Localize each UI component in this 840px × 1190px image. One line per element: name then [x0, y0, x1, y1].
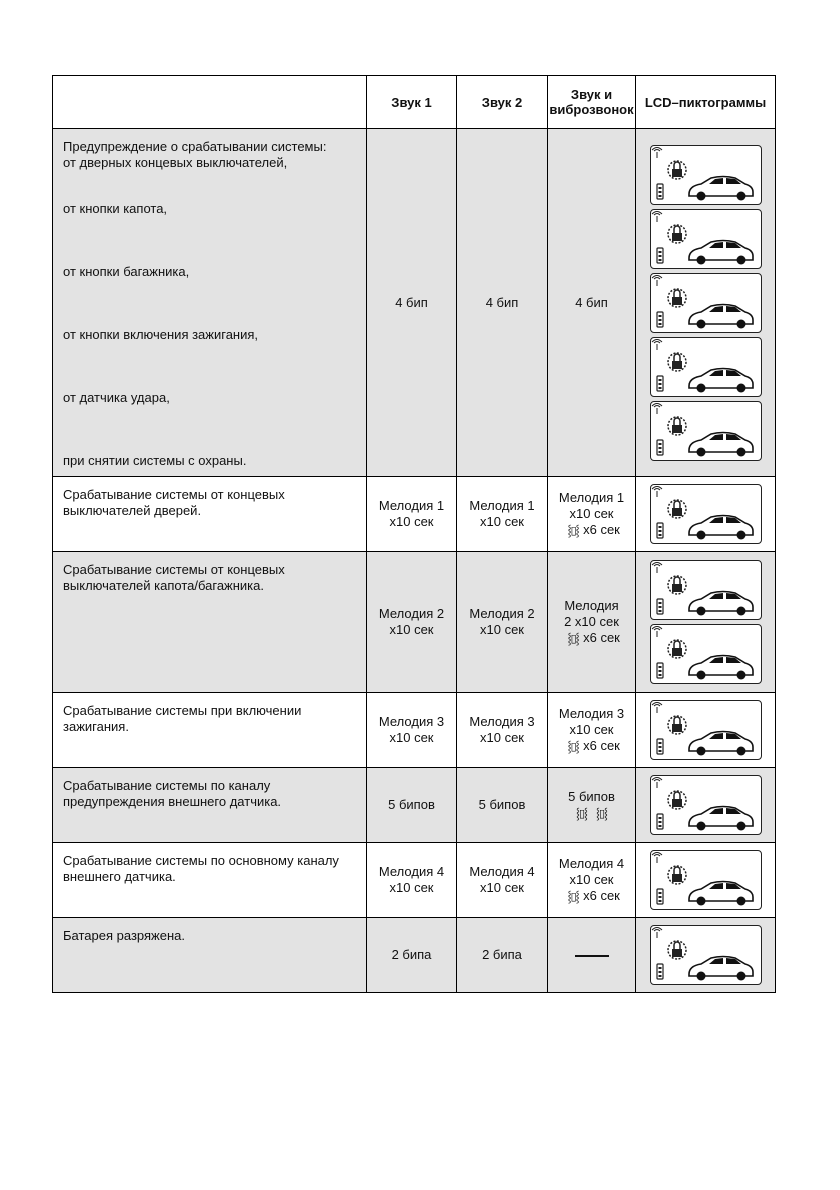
sound1-text: Мелодия 2	[378, 606, 445, 621]
antenna-icon	[652, 703, 662, 714]
sv-text: Мелодия 4	[558, 855, 625, 871]
lock-icon	[668, 500, 686, 518]
sound2-duration: x10 сек	[480, 880, 524, 895]
sound-vibro-cell	[548, 843, 636, 918]
sound1-cell: 5 бипов	[367, 768, 457, 843]
vibration-icon: ⸾▯⸾	[567, 524, 579, 537]
antenna-icon	[652, 487, 662, 498]
lcd-pictogram-icon	[650, 145, 762, 205]
sound2-text: Мелодия 2	[469, 606, 535, 621]
battery-icon	[657, 964, 663, 979]
row-description: Батарея разряжена.	[53, 918, 367, 993]
row-description: Срабатывание системы от концевых выключателей дверей.	[53, 477, 367, 552]
sound1-duration: x10 сек	[389, 514, 434, 529]
antenna-icon	[652, 211, 662, 222]
car-icon	[689, 957, 753, 981]
battery-icon	[657, 184, 663, 199]
header-sound1: Звук 1	[367, 76, 457, 129]
sv-text: Мелодия 1	[558, 489, 625, 505]
header-event	[53, 76, 367, 129]
car-icon	[689, 368, 753, 392]
antenna-icon	[652, 275, 662, 286]
lock-icon	[668, 225, 686, 243]
sv-duration: x10 сек	[569, 871, 614, 887]
lcd-pictogram-icon	[650, 700, 762, 760]
vibration-icon: ⸾▯⸾	[567, 890, 579, 903]
lcd-cell	[636, 552, 776, 693]
antenna-icon	[652, 563, 662, 574]
car-icon	[689, 592, 753, 616]
header-row	[53, 76, 776, 129]
desc-line: Предупреждение о срабатывании системы:	[63, 139, 327, 154]
lcd-pictogram-icon	[650, 337, 762, 397]
header-sound-vibro-l1: Звук и	[570, 87, 613, 102]
sound1-cell: 2 бипа	[367, 918, 457, 993]
sound-vibro-cell: 4 бип	[548, 129, 636, 477]
sound2-duration: x10 сек	[480, 622, 524, 637]
header-sound2: Звук 2	[457, 76, 548, 129]
sound2-text: Мелодия 4	[469, 864, 535, 879]
desc-line: от дверных концевых выключателей,	[63, 155, 288, 170]
desc-line: от кнопки включения зажигания,	[63, 327, 259, 342]
sv-text: Мелодия 3	[558, 705, 625, 721]
lock-icon	[668, 941, 686, 959]
sound2-cell: 2 бипа	[457, 918, 548, 993]
sound1-text: Мелодия 1	[378, 498, 445, 513]
battery-icon	[657, 312, 663, 327]
table-row	[53, 918, 776, 993]
lcd-cell	[636, 918, 776, 993]
car-icon	[689, 807, 753, 831]
lcd-cell	[636, 843, 776, 918]
vibration-icon: ⸾▯⸾	[567, 632, 579, 645]
sv-duration: x10 сек	[569, 505, 614, 521]
car-icon	[689, 304, 753, 328]
sound2-cell: 5 бипов	[457, 768, 548, 843]
battery-icon	[657, 739, 663, 754]
vibro-duration: x6 сек	[583, 521, 620, 537]
sound1-text: Мелодия 4	[378, 864, 445, 879]
sound2-cell	[457, 477, 548, 552]
lcd-cell	[636, 477, 776, 552]
no-vibro-dash	[575, 955, 609, 957]
lcd-cell	[636, 768, 776, 843]
row-description: Срабатывание системы при включении зажигания.	[53, 693, 367, 768]
lcd-pictogram-icon	[650, 401, 762, 461]
table-row	[53, 693, 776, 768]
car-icon	[689, 240, 753, 264]
lcd-pictogram-icon	[650, 775, 762, 835]
antenna-icon	[652, 928, 662, 939]
lock-icon	[668, 289, 686, 307]
sound-vibro-cell	[548, 693, 636, 768]
lcd-pictogram-icon	[650, 273, 762, 333]
antenna-icon	[652, 339, 662, 350]
lock-icon	[668, 161, 686, 179]
battery-icon	[657, 889, 663, 904]
battery-icon	[657, 814, 663, 829]
sv-duration: 2 x10 сек	[564, 613, 619, 629]
antenna-icon	[652, 403, 662, 414]
desc-line: от кнопки багажника,	[63, 264, 190, 279]
alarm-signal-table	[52, 75, 776, 993]
sound1-cell	[367, 693, 457, 768]
sound-vibro-cell	[548, 477, 636, 552]
row-description: Срабатывание системы по каналу предупреждения внешнего датчика.	[53, 768, 367, 843]
sound2-cell	[457, 843, 548, 918]
lock-icon	[668, 417, 686, 435]
sound1-duration: x10 сек	[389, 622, 434, 637]
lcd-cell	[636, 693, 776, 768]
table-row	[53, 552, 776, 693]
car-icon	[689, 656, 753, 680]
car-icon	[689, 732, 753, 756]
row-description	[53, 129, 367, 477]
header-sound-vibro-l2: виброзвонок	[549, 102, 634, 117]
sound1-cell	[367, 477, 457, 552]
lock-icon	[668, 640, 686, 658]
header-lcd: LCD–пиктограммы	[636, 76, 776, 129]
sv-text: Мелодия	[564, 597, 619, 613]
antenna-icon	[652, 853, 662, 864]
sound1-duration: x10 сек	[389, 880, 434, 895]
row-description: Срабатывание системы от концевых выключателей капота/багажника.	[53, 552, 367, 693]
battery-icon	[657, 440, 663, 455]
sound1-cell: 4 бип	[367, 129, 457, 477]
lock-icon	[668, 791, 686, 809]
car-icon	[689, 882, 753, 906]
table-row	[53, 477, 776, 552]
battery-icon	[657, 248, 663, 263]
sound1-cell	[367, 552, 457, 693]
sound2-cell	[457, 693, 548, 768]
antenna-icon	[652, 147, 662, 158]
desc-line: от кнопки капота,	[63, 201, 168, 216]
vibration-icon: ⸾▯⸾	[596, 807, 607, 820]
table-row	[53, 843, 776, 918]
car-icon	[689, 432, 753, 456]
sound-vibro-cell	[548, 552, 636, 693]
sound2-text: Мелодия 3	[469, 714, 535, 729]
vibro-duration: x6 сек	[583, 629, 620, 645]
sound2-text: Мелодия 1	[469, 498, 535, 513]
sound2-duration: x10 сек	[480, 730, 524, 745]
desc-line: от датчика удара,	[63, 390, 170, 405]
desc-line: при снятии системы с охраны.	[63, 453, 247, 468]
battery-icon	[657, 663, 663, 678]
car-icon	[689, 176, 753, 200]
sound2-cell	[457, 552, 548, 693]
table-row	[53, 129, 776, 477]
lcd-pictogram-icon	[650, 624, 762, 684]
lcd-pictogram-icon	[650, 484, 762, 544]
antenna-icon	[652, 627, 662, 638]
sound1-text: Мелодия 3	[378, 714, 445, 729]
lock-icon	[668, 353, 686, 371]
row-description: Срабатывание системы по основному каналу внешнего датчика.	[53, 843, 367, 918]
lcd-pictogram-icon	[650, 560, 762, 620]
battery-icon	[657, 599, 663, 614]
battery-icon	[657, 376, 663, 391]
lcd-cell	[636, 129, 776, 477]
lcd-pictogram-icon	[650, 925, 762, 985]
header-sound-vibro	[548, 76, 636, 129]
antenna-icon	[652, 778, 662, 789]
table-row	[53, 768, 776, 843]
lock-icon	[668, 576, 686, 594]
sv-duration: x10 сек	[569, 721, 614, 737]
sound-vibro-cell	[548, 918, 636, 993]
vibration-icon: ⸾▯⸾	[567, 740, 579, 753]
lcd-pictogram-icon	[650, 850, 762, 910]
vibration-icon: ⸾▯⸾	[576, 807, 587, 820]
sound1-duration: x10 сек	[389, 730, 434, 745]
vibro-duration: x6 сек	[583, 887, 620, 903]
battery-icon	[657, 523, 663, 538]
sound-vibro-cell	[548, 768, 636, 843]
sound1-cell	[367, 843, 457, 918]
vibro-duration: x6 сек	[583, 737, 620, 753]
car-icon	[689, 516, 753, 540]
lcd-pictogram-icon	[650, 209, 762, 269]
sound2-cell: 4 бип	[457, 129, 548, 477]
lock-icon	[668, 716, 686, 734]
lock-icon	[668, 866, 686, 884]
sound2-duration: x10 сек	[480, 514, 524, 529]
sv-text: 5 бипов	[568, 788, 615, 804]
